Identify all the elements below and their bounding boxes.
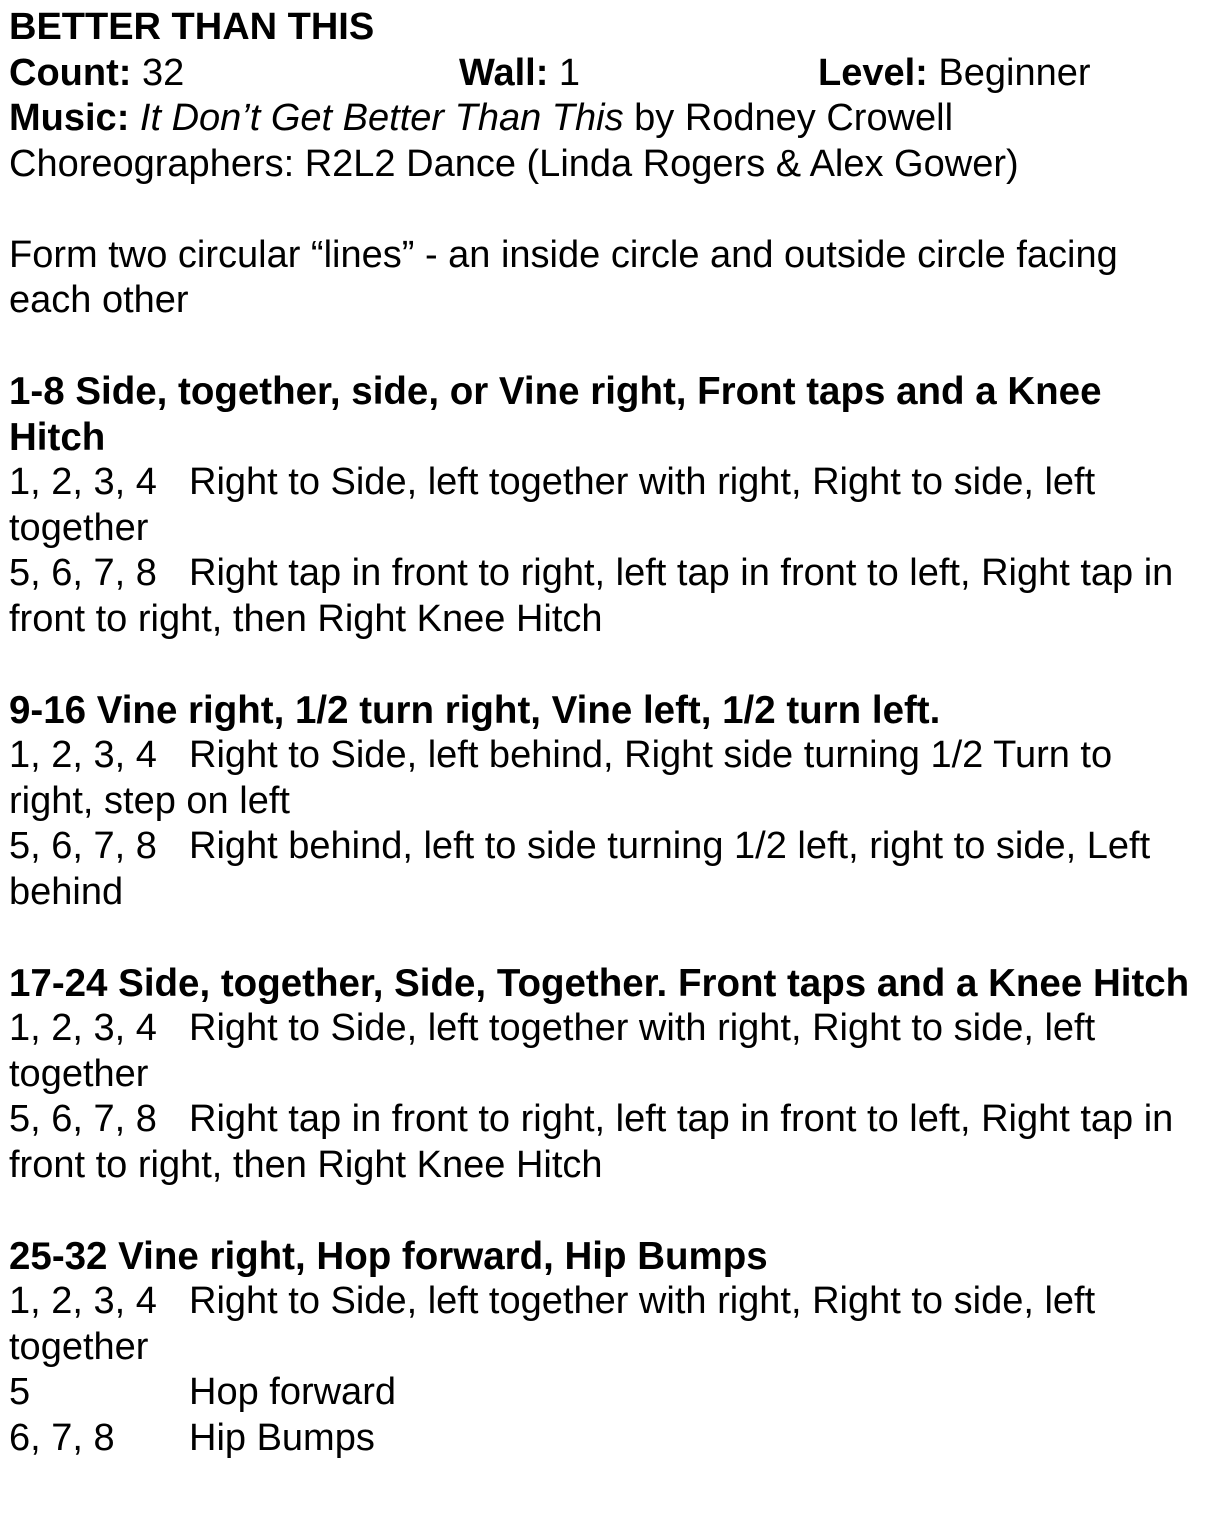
- step-row: [9, 1416, 1199, 1462]
- count-label: Count:: [9, 51, 132, 94]
- step-section: [9, 961, 1199, 1189]
- level-value: Beginner: [938, 51, 1091, 94]
- section-heading: 1-8 Side, together, side, or Vine right, Front taps and a Knee Hitch: [9, 370, 1102, 459]
- sections: [9, 324, 1199, 1462]
- step-count: 1, 2, 3, 4: [9, 1007, 157, 1049]
- step-count: 1, 2, 3, 4: [9, 461, 157, 503]
- step-row: [9, 551, 1199, 642]
- count-field: [9, 51, 184, 97]
- step-description: Right to Side, left behind, Right side turning 1/2 Turn to right, step on left: [9, 734, 1113, 822]
- step-count: 1, 2, 3, 4: [9, 734, 157, 776]
- wall-value: 1: [558, 51, 581, 94]
- spacer: [9, 324, 1199, 370]
- section-heading: 9-16 Vine right, 1/2 turn right, Vine left, 1/2 turn left.: [9, 688, 941, 732]
- spacer: [9, 642, 1199, 688]
- step-row: [9, 1370, 1199, 1416]
- choreographers-line: Choreographers: R2L2 Dance (Linda Rogers & Alex Gower): [9, 142, 1019, 185]
- step-description: Right tap in front to right, left tap in front to left, Right tap in front to right, then Right Knee Hitch: [9, 1098, 1174, 1186]
- step-row: [9, 824, 1199, 915]
- music-song: It Don’t Get Better Than This: [139, 97, 624, 139]
- spacer: [9, 915, 1199, 961]
- step-description: Right tap in front to right, left tap in front to left, Right tap in front to right, then Right Knee Hitch: [9, 552, 1174, 640]
- step-row: [9, 733, 1199, 824]
- intro-text: Form two circular “lines” - an inside circle and outside circle facing each other: [9, 233, 1118, 321]
- level-field: [818, 51, 1091, 97]
- section-heading: 25-32 Vine right, Hop forward, Hip Bumps: [9, 1234, 768, 1278]
- step-count: 6, 7, 8: [9, 1416, 115, 1459]
- step-description: Right behind, left to side turning 1/2 left, right to side, Left behind: [9, 825, 1151, 913]
- step-section: [9, 369, 1199, 642]
- step-row: [9, 460, 1199, 551]
- wall-field: [459, 51, 580, 97]
- music-line: [9, 96, 1199, 142]
- section-heading: 17-24 Side, together, Side, Together. Front taps and a Knee Hitch: [9, 961, 1190, 1005]
- step-description: Hop forward: [189, 1371, 396, 1413]
- spacer: [9, 187, 1199, 233]
- meta-row: [9, 51, 1199, 97]
- step-row: [9, 1006, 1199, 1097]
- music-label: Music:: [9, 97, 130, 139]
- wall-label: Wall:: [459, 51, 549, 94]
- step-count: 5: [9, 1371, 31, 1413]
- step-row: [9, 1279, 1199, 1370]
- step-description: Right to Side, left together with right, Right to side, left together: [9, 461, 1096, 549]
- step-count: 5, 6, 7, 8: [9, 552, 157, 594]
- step-count: 5, 6, 7, 8: [9, 1098, 157, 1140]
- level-label: Level:: [818, 51, 928, 94]
- page-title: BETTER THAN THIS: [9, 6, 375, 48]
- step-row: [9, 1097, 1199, 1188]
- step-count: 1, 2, 3, 4: [9, 1280, 157, 1322]
- dance-sheet: [9, 5, 1199, 1461]
- step-description: Hip Bumps: [189, 1416, 375, 1459]
- step-section: [9, 688, 1199, 916]
- step-count: 5, 6, 7, 8: [9, 825, 157, 867]
- step-description: Right to Side, left together with right, Right to side, left together: [9, 1007, 1096, 1095]
- count-value: 32: [141, 51, 185, 94]
- step-description: Right to Side, left together with right, Right to side, left together: [9, 1280, 1096, 1368]
- spacer: [9, 1188, 1199, 1234]
- music-artist: by Rodney Crowell: [634, 97, 954, 139]
- step-section: [9, 1234, 1199, 1462]
